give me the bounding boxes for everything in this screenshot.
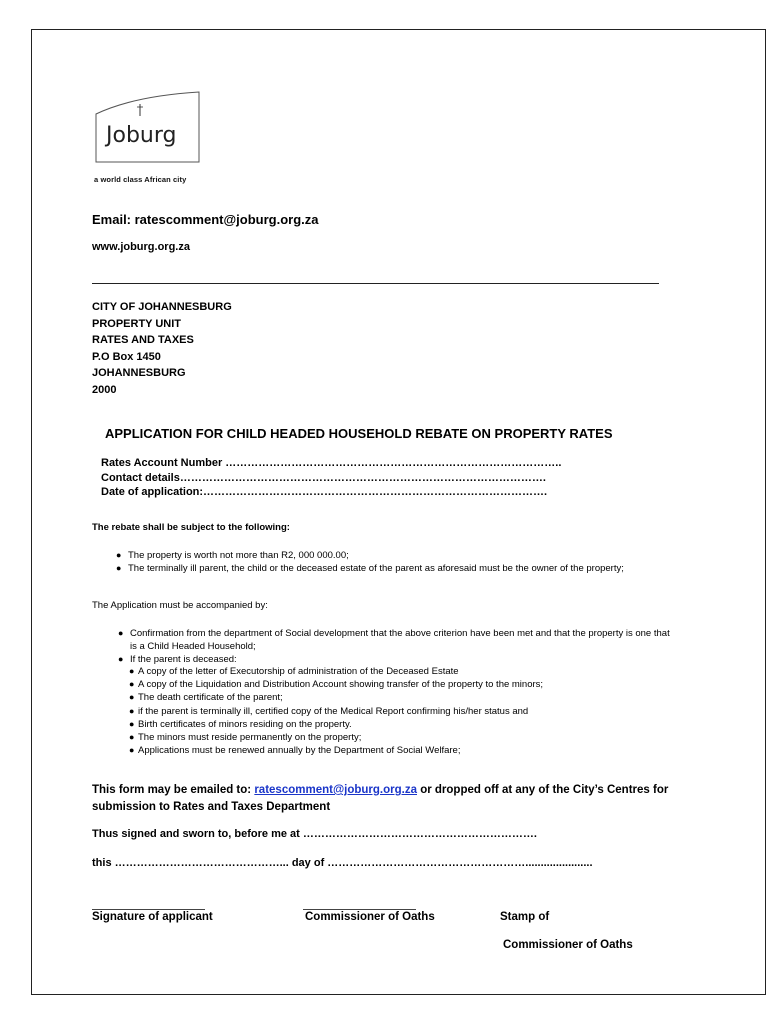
address-line: RATES AND TAXES [92, 334, 194, 346]
date-of-application-field[interactable]: Date of application:…………………………………………………………………………………. [101, 486, 548, 498]
condition-text: The terminally ill parent, the child or the deceased estate of the parent as aforesaid must be the owner of the property; [128, 563, 624, 575]
bullet-icon: ● [129, 666, 135, 676]
requirement-text: Confirmation from the department of Social development that the above criterion have been met and that the property is one that is a Child Headed Household; [130, 628, 670, 653]
sub-requirement-text: The death certificate of the parent; [138, 692, 283, 704]
condition-text: The property is worth not more than R2, 000 000.00; [128, 550, 349, 561]
sworn-location-field[interactable]: Thus signed and sworn to, before me at ………………………………………………………. [92, 828, 537, 840]
commissioner-signature-line[interactable] [303, 909, 416, 910]
sub-requirement-text: if the parent is terminally ill, certified copy of the Medical Report confirming his/her status and [138, 705, 529, 717]
commissioner-label: Commissioner of Oaths [305, 911, 435, 923]
conditions-list [116, 549, 684, 575]
bullet-icon: ● [129, 679, 135, 690]
joburg-logo-icon [94, 90, 204, 166]
contact-details-field[interactable]: Contact details………………………………………………………………………………………. [101, 471, 546, 484]
list-item [129, 678, 668, 691]
applicant-signature-line[interactable] [92, 909, 205, 910]
sub-requirements-list [129, 665, 668, 757]
form-fields [101, 456, 561, 500]
address-line: 2000 [92, 383, 117, 396]
logo-wordmark: Joburg [106, 123, 177, 148]
submission-note [92, 782, 692, 816]
bullet-icon: ● [116, 550, 122, 560]
contact-email: Email: ratescomment@joburg.org.za [92, 212, 319, 227]
list-item [129, 665, 668, 678]
requirements-list [118, 627, 678, 667]
signature-applicant-label: Signature of applicant [92, 911, 213, 923]
sub-requirement-text: A copy of the Liquidation and Distribution Account showing transfer of the property to the minors; [138, 679, 544, 691]
list-item [129, 718, 668, 731]
contact-website: www.joburg.org.za [92, 241, 190, 253]
requirement-text: If the parent is deceased: [130, 654, 237, 666]
page-frame [31, 29, 766, 995]
bullet-icon: ● [129, 732, 135, 743]
address-line: PROPERTY UNIT [92, 317, 182, 330]
bullet-icon: ● [129, 705, 135, 716]
list-item [129, 744, 668, 757]
conditions-heading: The rebate shall be subject to the following: [92, 522, 290, 533]
bullet-icon: ● [118, 628, 124, 638]
requirements-heading: The Application must be accompanied by: [92, 600, 268, 611]
address-line: P.O Box 1450 [92, 350, 161, 363]
sworn-date-field[interactable]: this ………………………………………... day of ………………………………………………...................... [92, 857, 593, 869]
bullet-icon: ● [118, 654, 124, 665]
sub-requirement-text: Applications must be renewed annually by the Department of Social Welfare; [138, 745, 461, 757]
sub-requirement-text: The minors must reside permanently on the property; [138, 732, 362, 744]
bullet-icon: ● [116, 563, 122, 574]
bullet-icon: ● [129, 745, 135, 756]
list-item [116, 562, 684, 575]
bullet-icon: ● [129, 692, 135, 703]
submission-suffix: or dropped off at any of the City’s Centres for submission to Rates and Taxes Department [92, 784, 669, 813]
list-item [129, 705, 668, 718]
form-title: APPLICATION FOR CHILD HEADED HOUSEHOLD REBATE ON PROPERTY RATES [105, 426, 613, 441]
list-item [129, 731, 668, 744]
logo-tagline: a world class African city [94, 175, 187, 184]
address-line: CITY OF JOHANNESBURG [92, 301, 232, 313]
submission-prefix: This form may be emailed to: [92, 784, 255, 796]
email-link[interactable]: ratescomment@joburg.org.za [254, 784, 417, 796]
sub-requirement-text: Birth certificates of minors residing on the property. [138, 718, 352, 730]
list-item [129, 691, 668, 704]
joburg-logo [94, 90, 204, 166]
bullet-icon: ● [129, 718, 135, 729]
rates-account-field[interactable]: Rates Account Number ……………………………………………………………………………….. [101, 457, 562, 469]
address-line: JOHANNESBURG [92, 367, 186, 379]
postal-address [92, 299, 232, 398]
stamp-label: Stamp of [500, 911, 550, 923]
sub-requirement-text: A copy of the letter of Executorship of administration of the Deceased Estate [138, 666, 459, 677]
header-divider [92, 283, 659, 284]
stamp-commissioner-label: Commissioner of Oaths [503, 939, 633, 951]
list-item [118, 627, 678, 653]
list-item [116, 549, 684, 562]
